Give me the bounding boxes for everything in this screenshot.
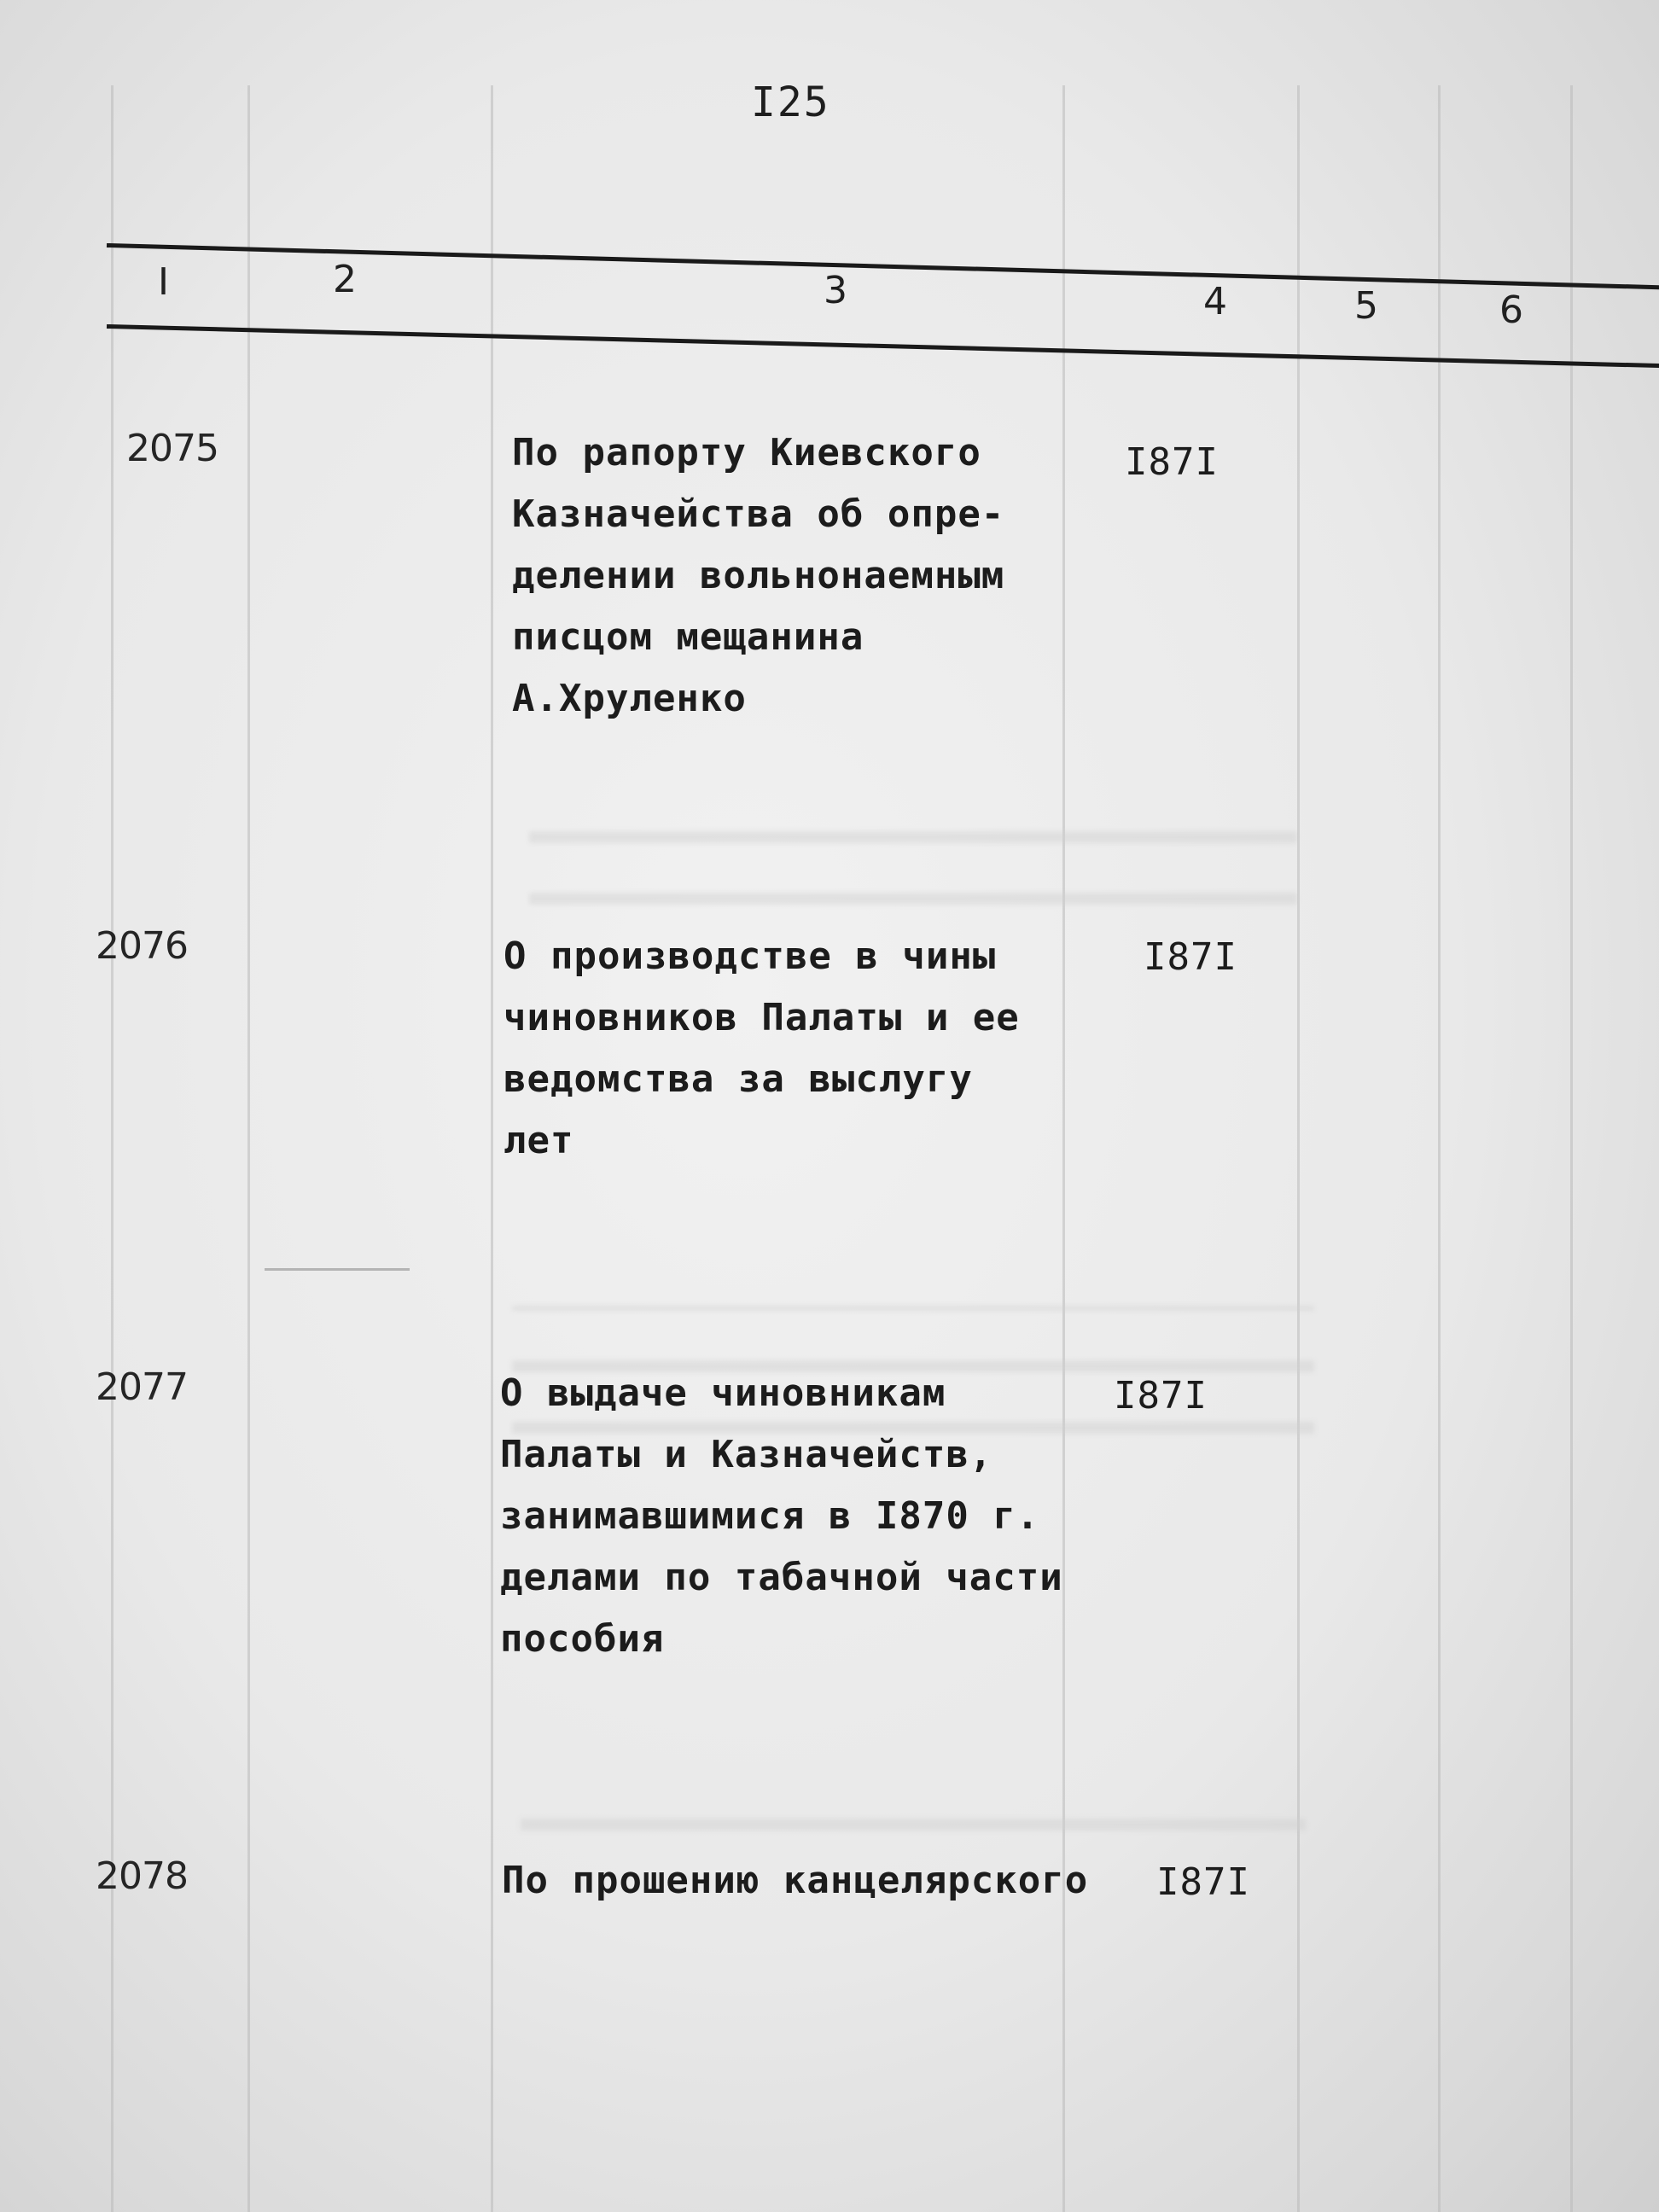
stray-mark [265,1268,410,1271]
column-header: I [158,260,169,304]
page-number: I25 [751,79,830,126]
column-header: 6 [1499,288,1523,332]
column-ruling [491,85,493,2212]
entry-number: 2077 [96,1365,188,1409]
column-header: 4 [1203,280,1227,323]
entry-year: I87I [1114,1374,1208,1417]
column-ruling [1570,85,1573,2212]
entry-number: 2078 [96,1854,188,1898]
column-header: 2 [333,258,357,301]
entry-title: По прошению канцелярского [502,1859,1089,1902]
entry-title: О производстве в чины чиновников Палаты и ее ведомства за выслугу лет [504,934,1020,1162]
column-ruling [1297,85,1300,2212]
entry-title: О выдаче чиновникам Палаты и Казначейств, занимавшимися в I870 г. делами по табачной части пособия [500,1371,1063,1661]
entry-year: I87I [1144,935,1237,979]
entry-year: I87I [1125,440,1219,484]
entry-year: I87I [1156,1860,1250,1904]
entry-number: 2075 [126,427,218,470]
header-rule-bottom [107,324,1659,368]
column-ruling [1438,85,1441,2212]
column-header: 3 [824,269,847,312]
column-ruling [247,85,250,2212]
entry-number: 2076 [96,924,188,968]
column-header: 5 [1354,284,1378,328]
bleed-through [521,1805,1306,1856]
entry-title: По рапорту Киевского Казначейства об опре- делении вольнонаемным писцом мещанина А.Хруленко [512,431,1005,720]
bleed-through [529,819,1297,930]
